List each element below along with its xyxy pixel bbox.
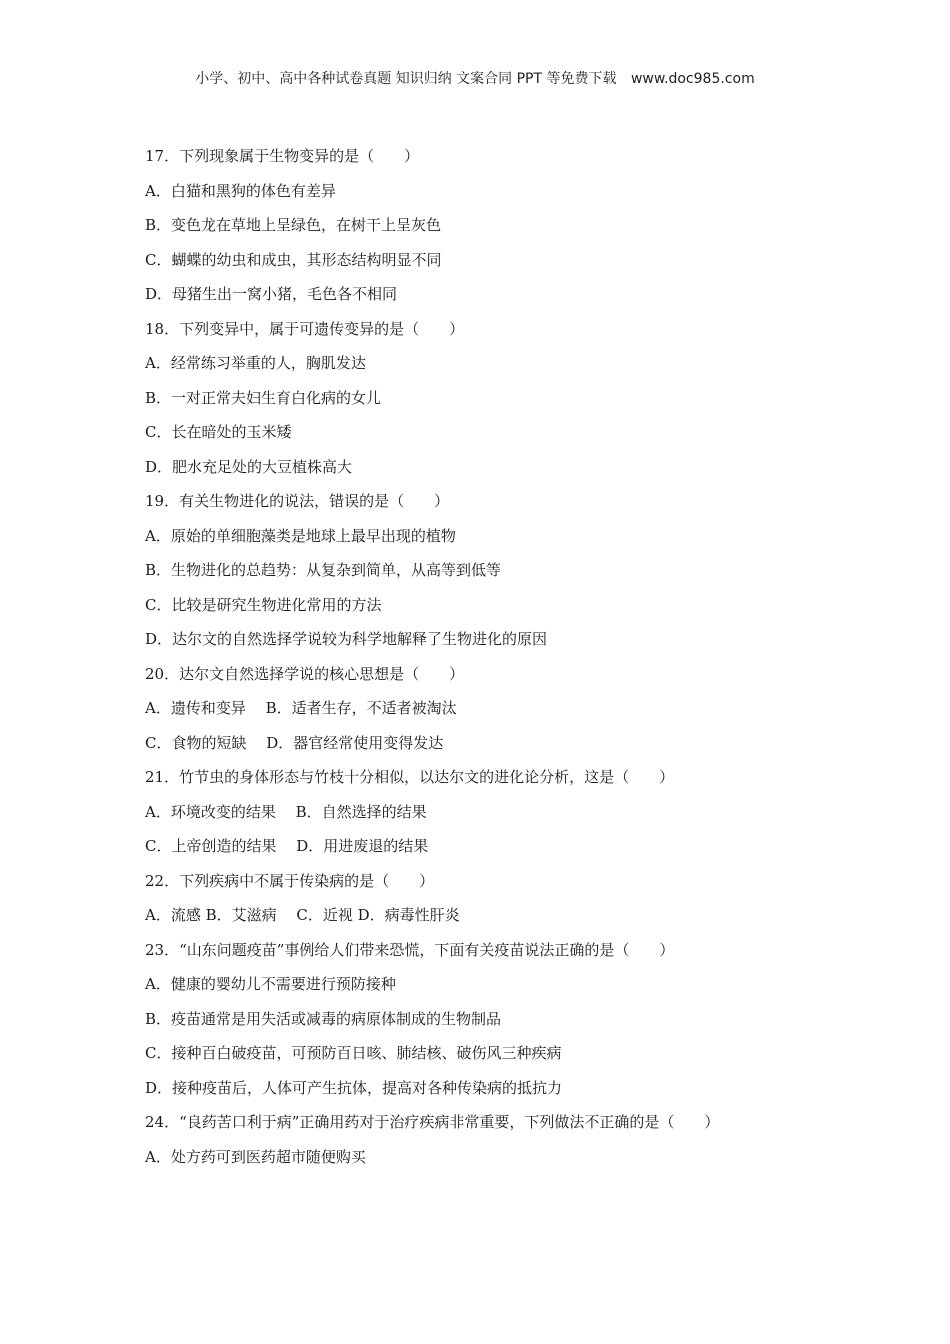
question-21: 21．竹节虫的身体形态与竹枝十分相似，以达尔文的进化论分析，这是（ ） xyxy=(145,768,675,786)
question-23-option-d: D．接种疫苗后，人体可产生抗体，提高对各种传染病的抵抗力 xyxy=(145,1078,563,1097)
question-24-option-a: A．处方药可到医药超市随便购买 xyxy=(145,1147,366,1166)
question-23-option-b: B．疫苗通常是用失活或减毒的病原体制成的生物制品 xyxy=(145,1009,502,1028)
question-21-options-ab: A．环境改变的结果 B．自然选择的结果 xyxy=(145,802,427,821)
question-17: 17．下列现象属于生物变异的是（ ） xyxy=(145,147,420,165)
question-20: 20．达尔文自然选择学说的核心思想是（ ） xyxy=(145,664,465,683)
question-18-option-a: A．经常练习举重的人，胸肌发达 xyxy=(145,354,366,372)
question-18-option-b: B．一对正常夫妇生育白化病的女儿 xyxy=(145,388,382,407)
question-18-option-c: C．长在暗处的玉米矮 xyxy=(145,423,292,441)
question-23-option-a: A．健康的婴幼儿不需要进行预防接种 xyxy=(145,975,396,993)
question-17-option-b: B．变色龙在草地上呈绿色，在树干上呈灰色 xyxy=(145,216,442,234)
question-20-options-cd: C．食物的短缺 D．器官经常使用变得发达 xyxy=(145,733,444,752)
question-list xyxy=(145,142,865,1177)
question-17-option-d: D．母猪生出一窝小猪，毛色各不相同 xyxy=(145,285,398,303)
question-17-option-c: C．蝴蝶的幼虫和成虫，其形态结构明显不同 xyxy=(145,250,442,269)
question-17-option-a: A．白猫和黑狗的体色有差异 xyxy=(145,181,336,200)
header-text: 小学、初中、高中各种试卷真题 知识归纳 文案合同 PPT 等免费下载 xyxy=(195,71,617,87)
question-21-options-cd: C．上帝创造的结果 D．用进废退的结果 xyxy=(145,837,429,855)
question-19-option-c: C．比较是研究生物进化常用的方法 xyxy=(145,595,382,614)
question-18-option-d: D．肥水充足处的大豆植株高大 xyxy=(145,457,353,476)
page-header xyxy=(0,68,950,88)
question-19: 19．有关生物进化的说法，错误的是（ ） xyxy=(145,492,450,510)
question-19-option-d: D．达尔文的自然选择学说较为科学地解释了生物进化的原因 xyxy=(145,630,548,648)
question-18: 18．下列变异中，属于可遗传变异的是（ ） xyxy=(145,319,465,338)
question-22: 22．下列疾病中不属于传染病的是（ ） xyxy=(145,871,435,890)
question-20-options-ab: A．遗传和变异 B．适者生存，不适者被淘汰 xyxy=(145,699,457,717)
question-19-option-b: B．生物进化的总趋势：从复杂到简单，从高等到低等 xyxy=(145,561,502,579)
question-22-options: A．流感 B．艾滋病 C．近视 D．病毒性肝炎 xyxy=(145,906,460,924)
header-url[interactable]: www.doc985.com xyxy=(630,71,755,87)
question-23-option-c: C．接种百白破疫苗，可预防百日咳、肺结核、破伤风三种疾病 xyxy=(145,1044,562,1062)
question-23: 23．“山东问题疫苗”事例给人们带来恐慌，下面有关疫苗说法正确的是（ ） xyxy=(145,940,675,959)
question-19-option-a: A．原始的单细胞藻类是地球上最早出现的植物 xyxy=(145,526,456,545)
question-24: 24．“良药苦口利于病”正确用药对于治疗疾病非常重要，下列做法不正确的是（ ） xyxy=(145,1113,720,1131)
